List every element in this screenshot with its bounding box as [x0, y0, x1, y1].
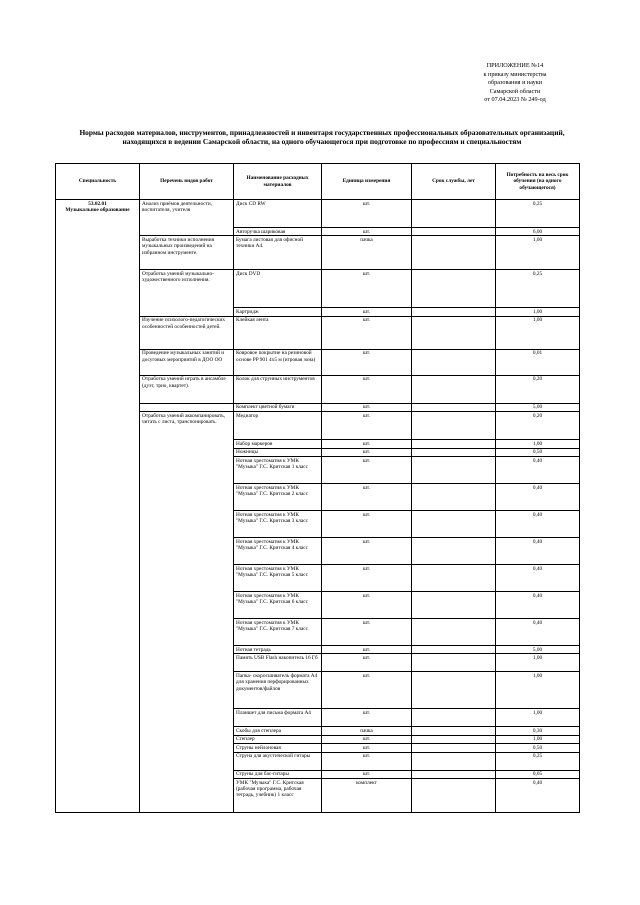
qty-cell: 0,40: [496, 511, 580, 538]
approval-line: Самарской области: [489, 87, 541, 95]
unit-cell: шт.: [322, 752, 412, 770]
unit-cell: шт.: [322, 308, 412, 316]
service-cell: [412, 403, 496, 411]
material-cell: Струна для акустической гитары: [234, 752, 322, 770]
service-cell: [412, 770, 496, 778]
material-cell: Клейкая лента: [234, 316, 322, 349]
unit-cell: шт.: [322, 538, 412, 565]
service-cell: [412, 646, 496, 654]
service-cell: [412, 375, 496, 403]
qty-cell: 1,00: [496, 236, 580, 270]
qty-cell: 0,05: [496, 770, 580, 778]
qty-cell: 0,50: [496, 448, 580, 456]
service-cell: [412, 744, 496, 752]
unit-cell: комплект: [322, 779, 412, 813]
service-cell: [412, 752, 496, 770]
material-cell: Нотная хрестоматия к УМК "Музыка" Г.С. Критская 2 класс: [234, 484, 322, 511]
qty-cell: 0,01: [496, 349, 580, 375]
work-item: Отработка умений аккомпанировать, читать с листа, транспонировать.: [140, 412, 234, 813]
document-title: Нормы расходов материалов, инструментов, принадлежностей и инвентаря государственных профессиональных образовательных организаций, находящихся в ведении Самарской области, на одного обучающегося при подготовке по профессиям и специальностям: [79, 128, 565, 147]
work-item: Выработка техники исполнения музыкальных произведений на избранном инструменте.: [140, 236, 234, 270]
approval-line: от 07.04.2023 № 249-од: [484, 96, 546, 104]
unit-cell: шт.: [322, 375, 412, 403]
service-cell: [412, 412, 496, 440]
service-cell: [412, 448, 496, 456]
unit-cell: шт.: [322, 412, 412, 440]
qty-cell: 1,00: [496, 308, 580, 316]
service-cell: [412, 236, 496, 270]
unit-cell: шт.: [322, 744, 412, 752]
header-works: Перечень видов работ: [140, 164, 234, 200]
service-cell: [412, 228, 496, 236]
service-cell: [412, 270, 496, 308]
header-service-life: Срок службы, лет: [412, 164, 496, 200]
unit-cell: шт.: [322, 672, 412, 709]
service-cell: [412, 672, 496, 709]
qty-cell: 6,00: [496, 228, 580, 236]
material-cell: Диск DVD: [234, 270, 322, 308]
table-row: [56, 200, 580, 228]
qty-cell: 0,40: [496, 457, 580, 484]
qty-cell: 1,00: [496, 735, 580, 743]
material-cell: Память USB Flash накопитель 16 Гб: [234, 654, 322, 672]
service-cell: [412, 727, 496, 735]
unit-cell: шт.: [322, 511, 412, 538]
qty-cell: 5,00: [496, 403, 580, 411]
material-cell: Набор маркеров: [234, 440, 322, 448]
unit-cell: шт.: [322, 228, 412, 236]
work-empty-cell: [140, 403, 234, 411]
work-item: Отработка умений играть в ансамбле (дуэт, трио, квартет).: [140, 375, 234, 403]
qty-cell: 1,00: [496, 316, 580, 349]
qty-cell: 1,00: [496, 654, 580, 672]
service-cell: [412, 592, 496, 619]
work-item: Анализ приёмов деятельности, воспитателя, учителя: [140, 200, 234, 236]
specialty-code: 53.02.01: [88, 200, 107, 207]
unit-cell: шт.: [322, 200, 412, 228]
material-cell: Комплект цветной бумаги: [234, 403, 322, 411]
service-cell: [412, 200, 496, 228]
header-material: Наименование расходных материалов: [234, 164, 322, 200]
qty-cell: 0,40: [496, 619, 580, 646]
specialty-cell: [56, 200, 140, 813]
service-cell: [412, 457, 496, 484]
unit-cell: шт.: [322, 316, 412, 349]
unit-cell: шт.: [322, 270, 412, 308]
material-cell: Бумага листовая для офисной техники А4.: [234, 236, 322, 270]
service-cell: [412, 349, 496, 375]
unit-cell: шт.: [322, 592, 412, 619]
material-cell: Степлер: [234, 735, 322, 743]
unit-cell: пачка: [322, 727, 412, 735]
norms-table: [55, 163, 580, 813]
qty-cell: 0,40: [496, 779, 580, 813]
unit-cell: шт.: [322, 565, 412, 592]
unit-cell: шт.: [322, 619, 412, 646]
qty-cell: 0,20: [496, 375, 580, 403]
qty-cell: 0,40: [496, 484, 580, 511]
unit-cell: шт.: [322, 770, 412, 778]
unit-cell: шт.: [322, 403, 412, 411]
unit-cell: шт.: [322, 646, 412, 654]
work-item: Проведение музыкальных занятий и досуговых мероприятий в ДОО ОО: [140, 349, 234, 375]
material-cell: Струны нейлоновая: [234, 744, 322, 752]
unit-cell: шт.: [322, 457, 412, 484]
material-cell: Медиатор: [234, 412, 322, 440]
table-header-row: [56, 164, 580, 200]
material-cell: Папка- скоросшиватель формата А4 для хранения перфорированных документов/файлов: [234, 672, 322, 709]
qty-cell: 1,00: [496, 709, 580, 727]
qty-cell: 0,20: [496, 412, 580, 440]
unit-cell: шт.: [322, 448, 412, 456]
header-specialty: Специальность: [56, 164, 140, 200]
unit-cell: шт.: [322, 654, 412, 672]
header-need: Потребность на весь срок обучения (на одного обучающегося): [496, 164, 580, 200]
qty-cell: 0,25: [496, 270, 580, 308]
qty-cell: 0,30: [496, 727, 580, 735]
material-cell: УМК "Музыка" Г.С. Критская (рабочая программа, рабочая тетрадь, учебник) 1 класс: [234, 779, 322, 813]
service-cell: [412, 735, 496, 743]
unit-cell: шт.: [322, 440, 412, 448]
header-unit: Единица измерения: [322, 164, 412, 200]
material-cell: Нотная хрестоматия к УМК "Музыка" Г.С. Критская 3 класс: [234, 511, 322, 538]
service-cell: [412, 709, 496, 727]
service-cell: [412, 779, 496, 813]
material-cell: Нотная тетрадь: [234, 646, 322, 654]
qty-cell: 0,25: [496, 752, 580, 770]
unit-cell: шт.: [322, 349, 412, 375]
approval-block: [430, 62, 600, 105]
material-cell: Нотная хрестоматия к УМК "Музыка" Г.С. Критская 1 класс: [234, 457, 322, 484]
material-cell: Струны для бас-гитары: [234, 770, 322, 778]
work-item: Отработка умений музыкально-художественного исполнения.: [140, 270, 234, 316]
service-cell: [412, 538, 496, 565]
material-cell: Нотная хрестоматия к УМК "Музыка" Г.С. Критская 4 класс: [234, 538, 322, 565]
qty-cell: 0,40: [496, 592, 580, 619]
service-cell: [412, 654, 496, 672]
service-cell: [412, 308, 496, 316]
unit-cell: шт.: [322, 484, 412, 511]
qty-cell: 0,40: [496, 565, 580, 592]
approval-line: ПРИЛОЖЕНИЕ №14: [486, 62, 544, 69]
service-cell: [412, 565, 496, 592]
material-cell: Нотная хрестоматия к УМК "Музыка" Г.С. Критская 5 класс: [234, 565, 322, 592]
qty-cell: 1,00: [496, 672, 580, 709]
material-cell: Ножницы: [234, 448, 322, 456]
material-cell: Диск CD RW: [234, 200, 322, 228]
service-cell: [412, 440, 496, 448]
specialty-name: Музыкальное образование: [65, 206, 130, 213]
unit-cell: шт.: [322, 709, 412, 727]
qty-cell: 0,40: [496, 538, 580, 565]
unit-cell: пачка: [322, 236, 412, 270]
qty-cell: 0,50: [496, 744, 580, 752]
material-cell: Нотная хрестоматия к УМК "Музыка" Г.С. Критская 7 класс: [234, 619, 322, 646]
work-item: Изучение психолого-педагогических особенностей особенностей детей.: [140, 316, 234, 349]
qty-cell: 0,25: [496, 200, 580, 228]
material-cell: Ковровое покрытие на резиновой основе PP 901 4х5 м (игровая зона): [234, 349, 322, 375]
material-cell: Картридж: [234, 308, 322, 316]
material-cell: Нотная хрестоматия к УМК "Музыка" Г.С. Критская 6 класс: [234, 592, 322, 619]
material-cell: Авторучка шариковая: [234, 228, 322, 236]
service-cell: [412, 619, 496, 646]
approval-line: образования и науки: [487, 79, 543, 87]
unit-cell: шт.: [322, 735, 412, 743]
qty-cell: 1,00: [496, 440, 580, 448]
material-cell: Колок для струнных инструментов: [234, 375, 322, 403]
approval-line: к приказу министерства: [483, 70, 547, 78]
service-cell: [412, 511, 496, 538]
material-cell: Планшет для письма формата А4: [234, 709, 322, 727]
service-cell: [412, 316, 496, 349]
service-cell: [412, 484, 496, 511]
material-cell: Скобы для степлера: [234, 727, 322, 735]
qty-cell: 5,00: [496, 646, 580, 654]
